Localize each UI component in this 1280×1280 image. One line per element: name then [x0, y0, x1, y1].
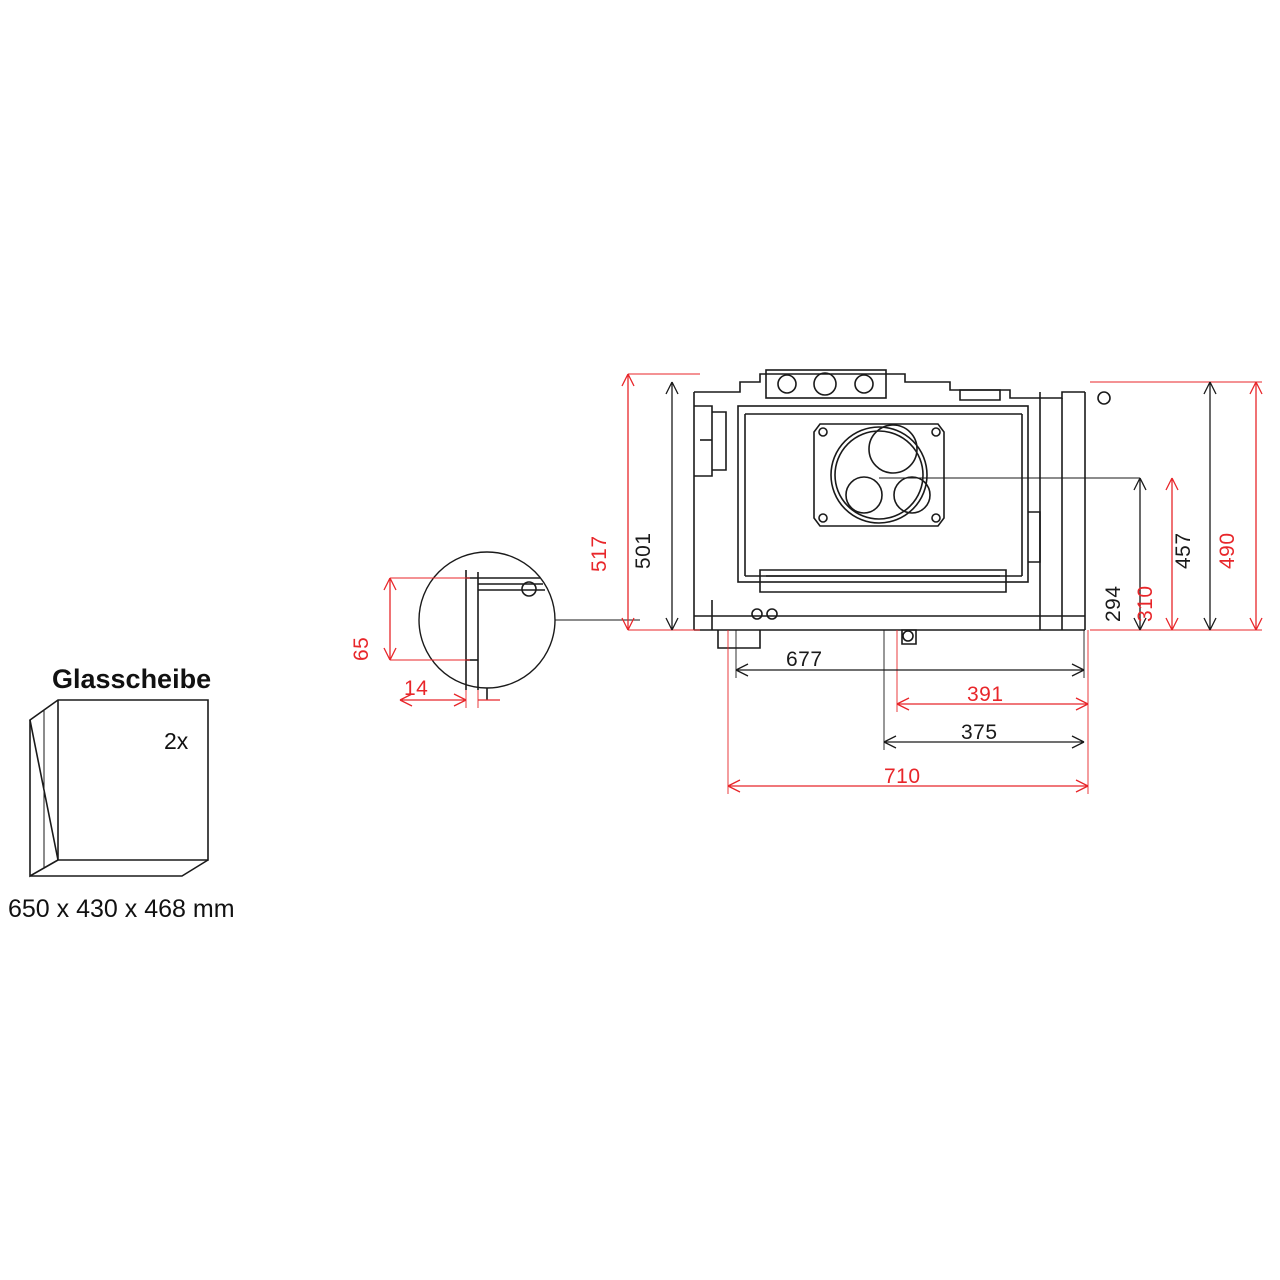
black-dimension-lines [666, 382, 1216, 750]
glass-pane-icon [30, 700, 208, 876]
glass-pane-quantity: 2x [164, 728, 189, 754]
dimension-375: 375 [961, 721, 998, 744]
dimension-501: 501 [632, 532, 655, 569]
dimension-391: 391 [967, 683, 1004, 706]
detail-bubble-group [419, 552, 640, 700]
dimension-65: 65 [350, 636, 373, 661]
dimension-517: 517 [588, 535, 611, 572]
dimension-457: 457 [1172, 532, 1195, 569]
glass-pane-title: Glasscheibe [52, 664, 212, 694]
glass-pane-size: 650 x 430 x 468 mm [8, 895, 235, 923]
dimension-677: 677 [786, 648, 823, 671]
dimension-490: 490 [1216, 532, 1239, 569]
dimension-294: 294 [1102, 585, 1125, 622]
dimension-710: 710 [884, 765, 921, 788]
stove-outline-group [694, 370, 1140, 648]
dimension-310: 310 [1134, 585, 1157, 622]
dimension-14: 14 [404, 677, 429, 700]
